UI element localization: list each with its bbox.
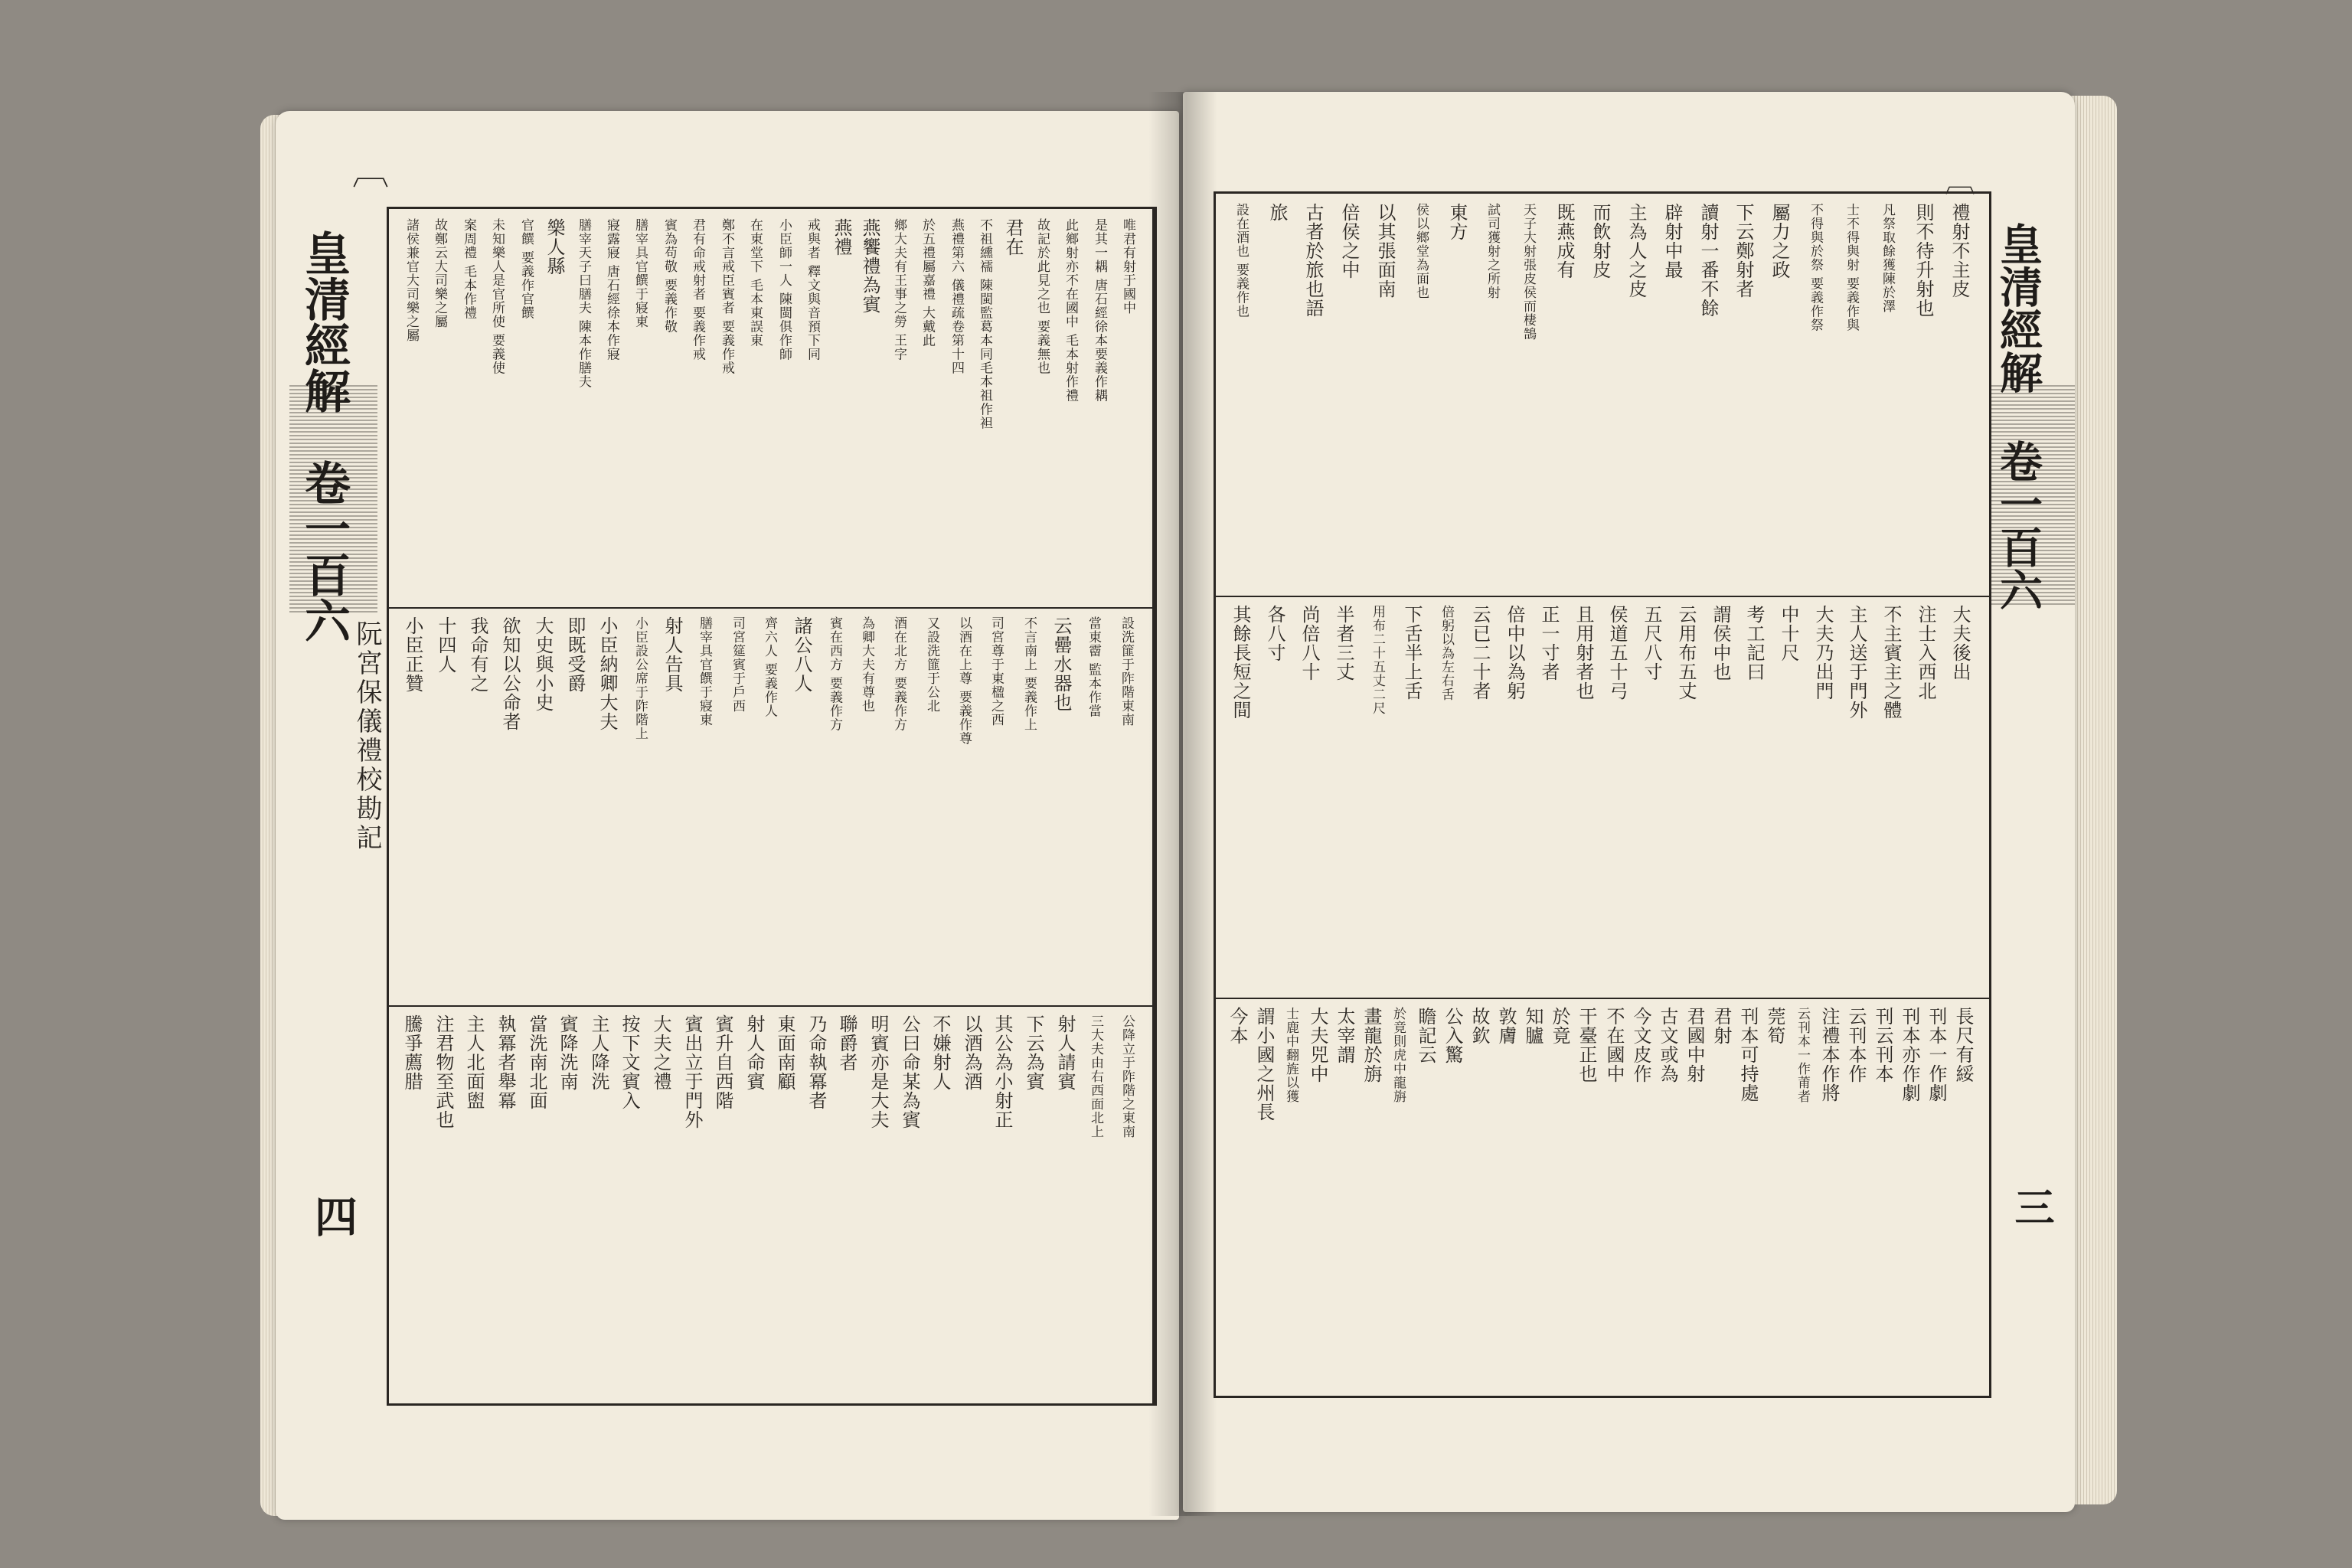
right-bot-column: 故欽 [1468, 1007, 1490, 1045]
left-bot-column: 公降立于阼階之東南 [1119, 1014, 1135, 1138]
left-mid-column: 十四人 [435, 616, 456, 674]
left-mid-column: 設洗篚于阼階東南 [1119, 616, 1134, 727]
left-mid-column: 當東霤 監本作當 [1086, 616, 1101, 718]
right-mid-column: 且用射者也 [1573, 605, 1594, 701]
right-top-column: 不得與於祭 要義作祭 [1808, 203, 1823, 332]
right-bot-column: 敦膚 [1495, 1007, 1517, 1045]
left-top-column: 戒與者 釋文與音預下同 [805, 218, 820, 361]
right-mid-column: 中十尺 [1778, 605, 1799, 662]
right-mid-column: 云用布五丈 [1675, 605, 1697, 701]
left-top-column: 在東堂下 毛本東誤東 [747, 218, 763, 348]
left-page-number: 四 [308, 1194, 358, 1237]
left-mid-column: 小臣設公席于阼階上 [632, 616, 648, 740]
right-bot-column: 於竟 [1549, 1007, 1570, 1045]
left-top-column: 燕禮 [831, 218, 852, 256]
left-register-divider-1 [389, 607, 1155, 609]
right-mid-column: 其餘長短之間 [1230, 605, 1251, 720]
left-bot-column: 騰爭薦腊 [401, 1014, 423, 1091]
left-mid-column: 司宮筵賓于戶西 [730, 616, 745, 713]
left-text-frame [387, 207, 1157, 1406]
right-top-column: 古者於旅也語 [1302, 203, 1324, 318]
left-top-column: 是其一耦 唐石經徐本要義作耦 [1092, 218, 1107, 403]
right-bot-column: 士鹿中翻旌以獲 [1283, 1007, 1298, 1103]
right-bot-column: 大夫兕中 [1307, 1007, 1328, 1083]
right-top-column: 禮射不主皮 [1949, 203, 1970, 299]
right-page-number: 三 [2007, 1187, 2054, 1227]
right-bot-column: 刊本可持處 [1737, 1007, 1759, 1102]
right-bot-column: 太宰謂 [1334, 1007, 1355, 1064]
left-bot-column: 明賓亦是大夫 [867, 1014, 889, 1129]
left-top-column: 君有命戒射者 要義作戒 [690, 218, 705, 361]
book-gutter [1148, 92, 1217, 1516]
right-bot-column: 古文或為 [1657, 1007, 1678, 1083]
right-bot-column: 云刊本一作莆者 [1795, 1007, 1810, 1103]
left-frame-fold-line [1152, 209, 1155, 1403]
right-top-column: 士不得與射 要義作與 [1844, 203, 1859, 332]
right-mid-column: 考工記曰 [1743, 605, 1765, 681]
left-top-column: 樂人縣 [544, 218, 565, 276]
left-top-column: 未知樂人是官所使 要義使 [489, 218, 505, 375]
right-mid-column: 注士入西北 [1915, 605, 1936, 701]
right-bot-column: 刊云刊本 [1872, 1007, 1893, 1083]
right-bot-column: 君國中射 [1684, 1007, 1705, 1083]
right-top-column: 倍侯之中 [1338, 203, 1360, 279]
right-top-column: 則不待升射也 [1913, 203, 1934, 318]
left-top-column: 燕禮第六 儀禮疏卷第十四 [949, 218, 964, 375]
left-top-column: 不祖纁襦 陳閩監葛本同毛本祖作袒 [977, 218, 992, 430]
left-top-column: 此鄉射亦不在國中 毛本射作禮 [1063, 218, 1078, 403]
left-bot-column: 射人命賓 [743, 1014, 765, 1091]
left-mid-column: 不言南上 要義作上 [1021, 616, 1037, 732]
right-mid-column: 用布二十五丈二尺 [1370, 605, 1385, 715]
left-bot-column: 主人北面盥 [463, 1014, 485, 1110]
right-register-divider-1 [1216, 596, 1989, 597]
left-bot-column: 賓升自西階 [712, 1014, 733, 1110]
left-mid-column: 以酒在上尊 要義作尊 [956, 616, 972, 746]
right-mid-column: 尚倍八十 [1298, 605, 1320, 681]
left-mid-column: 諸公八人 [791, 616, 812, 693]
right-bot-column: 公入驚 [1442, 1007, 1463, 1064]
right-bot-column: 君射 [1710, 1007, 1732, 1045]
left-bot-column: 下云為賓 [1023, 1014, 1044, 1091]
left-top-column: 燕饗禮為賓 [859, 218, 880, 314]
left-mid-column: 小臣正贊 [402, 616, 423, 693]
right-bot-column: 長尺有綏 [1952, 1007, 1974, 1083]
right-top-column: 設在酒也 要義作也 [1233, 203, 1249, 318]
right-bot-column: 畫龍於旃 [1361, 1007, 1382, 1083]
right-register-divider-2 [1216, 998, 1989, 999]
right-bot-column: 莞筍 [1764, 1007, 1785, 1045]
right-running-title: 皇清經解卷一百六 [1993, 222, 2043, 611]
right-mid-column: 云已二十者 [1469, 605, 1491, 701]
left-top-column: 鄭不言戒臣賓者 要義作戒 [719, 218, 734, 375]
left-register-divider-2 [389, 1005, 1155, 1007]
left-top-column: 膳宰天子曰膳夫 陳本作膳夫 [576, 218, 591, 389]
left-top-column: 小臣師一人 陳閩俱作師 [776, 218, 792, 361]
right-mid-column: 下舌半上舌 [1401, 605, 1423, 701]
right-bot-column: 干臺正也 [1576, 1007, 1597, 1083]
left-bot-column: 當洗南北面 [526, 1014, 547, 1110]
right-mid-column: 五尺八寸 [1641, 605, 1662, 681]
left-mid-column: 即既受爵 [564, 616, 586, 693]
right-top-column: 凡祭取餘獲陳於澤 [1880, 203, 1895, 313]
right-top-column: 讀射一番不餘 [1697, 203, 1719, 318]
right-top-column: 侯以鄉堂為面也 [1413, 203, 1429, 299]
left-bot-column: 主人降洗 [588, 1014, 609, 1091]
right-text-frame [1214, 191, 1991, 1398]
right-mid-column: 倍中以為躬 [1504, 605, 1525, 701]
left-mid-column: 射人告具 [662, 616, 683, 693]
left-top-column: 官饌 要義作官饌 [518, 218, 534, 320]
right-top-column: 旅 [1266, 203, 1288, 222]
right-mid-column: 不主賓主之體 [1880, 605, 1902, 720]
left-top-column: 唯君有射于國中 [1120, 218, 1135, 315]
left-top-column: 賓為苟敬 要義作敬 [662, 218, 677, 334]
right-top-column: 既燕成有 [1553, 203, 1575, 279]
left-bot-column: 不嫌射人 [929, 1014, 951, 1091]
right-bot-column: 不在國中 [1603, 1007, 1625, 1083]
right-top-column: 而飲射皮 [1589, 203, 1611, 279]
left-mid-column: 為卿大夫有尊也 [859, 616, 874, 713]
right-top-column: 下云鄭射者 [1733, 203, 1754, 299]
left-bot-column: 賓出立于門外 [681, 1014, 703, 1129]
left-mid-column: 賓在西方 要義作方 [827, 616, 842, 732]
credit-line: 阮宮保儀禮校勘記 [351, 620, 382, 853]
right-top-column: 主為人之皮 [1625, 203, 1647, 299]
right-bot-column: 今本 [1227, 1007, 1248, 1045]
left-bot-column: 東面南顧 [774, 1014, 795, 1091]
left-mid-column: 又設洗篚于公北 [924, 616, 939, 713]
right-bot-column: 刊本一作劇 [1926, 1007, 1947, 1102]
right-mid-column: 侯道五十弓 [1606, 605, 1628, 701]
right-bot-column: 今文皮作 [1630, 1007, 1651, 1083]
right-bot-column: 刊本亦作劇 [1899, 1007, 1920, 1102]
left-top-column: 君在 [1002, 218, 1024, 256]
right-mid-column: 倍躬以為左右舌 [1439, 605, 1454, 701]
right-corner-mark: ︹ [1945, 164, 1975, 199]
left-mid-column: 齊六人 要義作人 [762, 616, 777, 718]
right-top-column: 天子大射張皮侯而棲鵠 [1521, 203, 1536, 341]
right-bot-column: 瞻記云 [1415, 1007, 1436, 1064]
left-bot-column: 賓降洗南 [557, 1014, 578, 1091]
right-top-column: 屬力之政 [1769, 203, 1790, 279]
right-mid-column: 謂侯中也 [1710, 605, 1731, 681]
left-mid-column: 小臣納卿大夫 [596, 616, 618, 731]
right-bot-column: 謂小國之州長 [1253, 1007, 1275, 1122]
left-top-column: 故記於此見之也 要義無也 [1034, 218, 1050, 375]
left-bot-column: 按下文賓入 [619, 1014, 640, 1110]
right-mid-column: 各八寸 [1264, 605, 1285, 662]
left-mid-column: 膳宰具官饌于寢東 [697, 616, 712, 727]
right-top-column: 東方 [1446, 203, 1468, 241]
left-mid-column: 酒在北方 要義作方 [891, 616, 906, 732]
right-mid-column: 大夫乃出門 [1812, 605, 1834, 701]
right-mid-column: 半者三丈 [1333, 605, 1354, 681]
left-top-column: 於五禮屬嘉禮 大戴此 [920, 218, 935, 348]
left-top-column: 鄉大夫有王事之勞 王字 [891, 218, 906, 361]
left-top-column: 諸侯兼官大司樂之屬 [403, 218, 419, 342]
right-bot-column: 云刊本作 [1845, 1007, 1867, 1083]
right-top-column: 試司獲射之所射 [1485, 203, 1500, 299]
right-bot-column: 於竟則虎中龍旃 [1390, 1007, 1406, 1103]
left-bot-column: 公曰命某為賓 [899, 1014, 920, 1129]
left-mid-column: 欲知以公命者 [499, 616, 521, 731]
left-bot-column: 以酒為酒 [961, 1014, 982, 1091]
right-mid-column: 正一寸者 [1538, 605, 1560, 681]
left-running-title: 皇清經解卷一百六 [297, 230, 351, 643]
left-top-column: 膳宰具官饌于寢東 [632, 218, 648, 328]
right-bot-column: 知臚 [1522, 1007, 1544, 1045]
right-mid-column: 主人送于門外 [1846, 605, 1867, 720]
left-bot-column: 聯爵者 [836, 1014, 858, 1072]
left-bot-column: 大夫之禮 [650, 1014, 671, 1091]
left-mid-column: 司宮尊于東楹之西 [988, 616, 1004, 727]
left-mid-column: 大史與小史 [532, 616, 554, 712]
left-bot-column: 射人請賓 [1054, 1014, 1076, 1091]
left-bot-column: 執冪者舉冪 [495, 1014, 516, 1110]
left-mid-column: 我命有之 [467, 616, 488, 693]
left-top-column: 案周禮 毛本作禮 [461, 218, 476, 320]
left-mid-column: 云罍水器也 [1050, 616, 1072, 712]
right-top-column: 以其張面南 [1374, 203, 1396, 299]
right-bot-column: 注禮本作將 [1818, 1007, 1840, 1102]
left-top-column: 故鄭云大司樂之屬 [432, 218, 447, 328]
left-corner-mark: ︹ [352, 150, 390, 193]
left-bot-column: 乃命執冪者 [805, 1014, 827, 1110]
left-bot-column: 其公為小射正 [991, 1014, 1013, 1129]
left-top-column: 寢露寢 唐石經徐本作寢 [604, 218, 619, 361]
left-bot-column: 注君物至武也 [433, 1014, 454, 1129]
right-mid-column: 大夫後出 [1949, 605, 1971, 681]
right-top-column: 辟射中最 [1661, 203, 1683, 279]
left-bot-column: 三大夫由右西面北上 [1088, 1014, 1103, 1138]
